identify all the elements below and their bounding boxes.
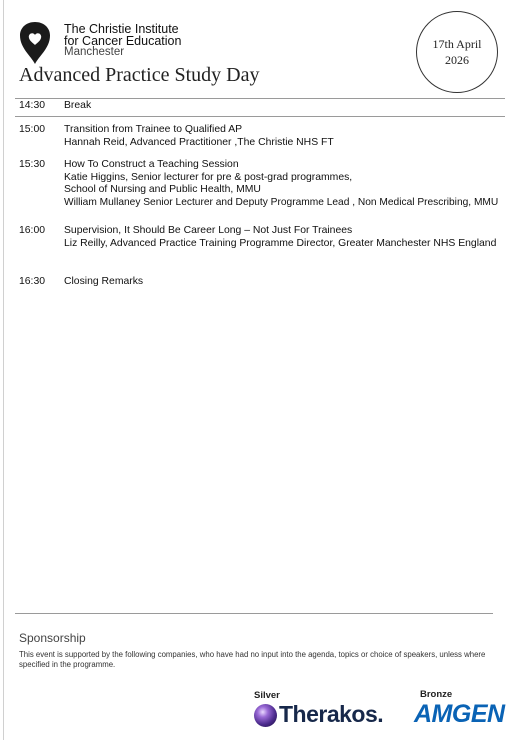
agenda-time: 15:00 [19, 124, 46, 135]
agenda-time: 16:00 [19, 225, 46, 236]
org-name-line1: The Christie Institute [64, 22, 179, 36]
silver-tier-label: Silver [254, 690, 280, 701]
agenda-time: 16:30 [19, 276, 46, 287]
bronze-tier-label: Bronze [420, 689, 453, 700]
agenda-item-title: Supervision, It Should Be Career Long – Not Just For Trainees [64, 225, 353, 236]
org-location: Manchester [64, 46, 125, 58]
divider [15, 98, 505, 99]
org-name-line2: for Cancer Education [64, 34, 182, 48]
agenda-item-title: Break [64, 100, 92, 111]
agenda-item-speaker: Hannah Reid, Advanced Practitioner ,The Christie NHS FT [64, 136, 334, 148]
amgen-logo: AMGEN [414, 700, 505, 728]
therakos-logo: Therakos. [279, 701, 384, 727]
divider [15, 613, 493, 614]
page-title: Advanced Practice Study Day [19, 64, 260, 86]
date-badge [416, 11, 498, 93]
agenda-item-title: How To Construct a Teaching Session [64, 159, 239, 170]
therakos-logo-icon [254, 704, 277, 727]
agenda-item-speaker: William Mullaney Senior Lecturer and Deputy Programme Lead , Non Medical Prescribing, MMU [64, 196, 499, 208]
sponsorship-disclaimer: This event is supported by the following companies, who have had no input into the agenda, topics or choice of speakers, unless where specified in the programme. [19, 650, 486, 669]
agenda-item-title: Closing Remarks [64, 276, 144, 287]
heart-pin-icon [18, 21, 52, 65]
date-year: 2026 [445, 53, 469, 67]
agenda-item-title: Transition from Trainee to Qualified AP [64, 124, 243, 135]
agenda-time: 14:30 [19, 100, 46, 111]
agenda-item-speaker: School of Nursing and Public Health, MMU [64, 184, 261, 195]
agenda-item-speaker: Katie Higgins, Senior lecturer for pre & post-grad programmes, [64, 171, 353, 183]
page-edge [3, 0, 4, 740]
agenda-time: 15:30 [19, 159, 46, 170]
date-day-month: 17th April [432, 37, 482, 51]
divider [15, 116, 505, 117]
sponsorship-heading: Sponsorship [19, 631, 86, 645]
agenda-item-speaker: Liz Reilly, Advanced Practice Training Programme Director, Greater Manchester NHS England [64, 237, 497, 249]
